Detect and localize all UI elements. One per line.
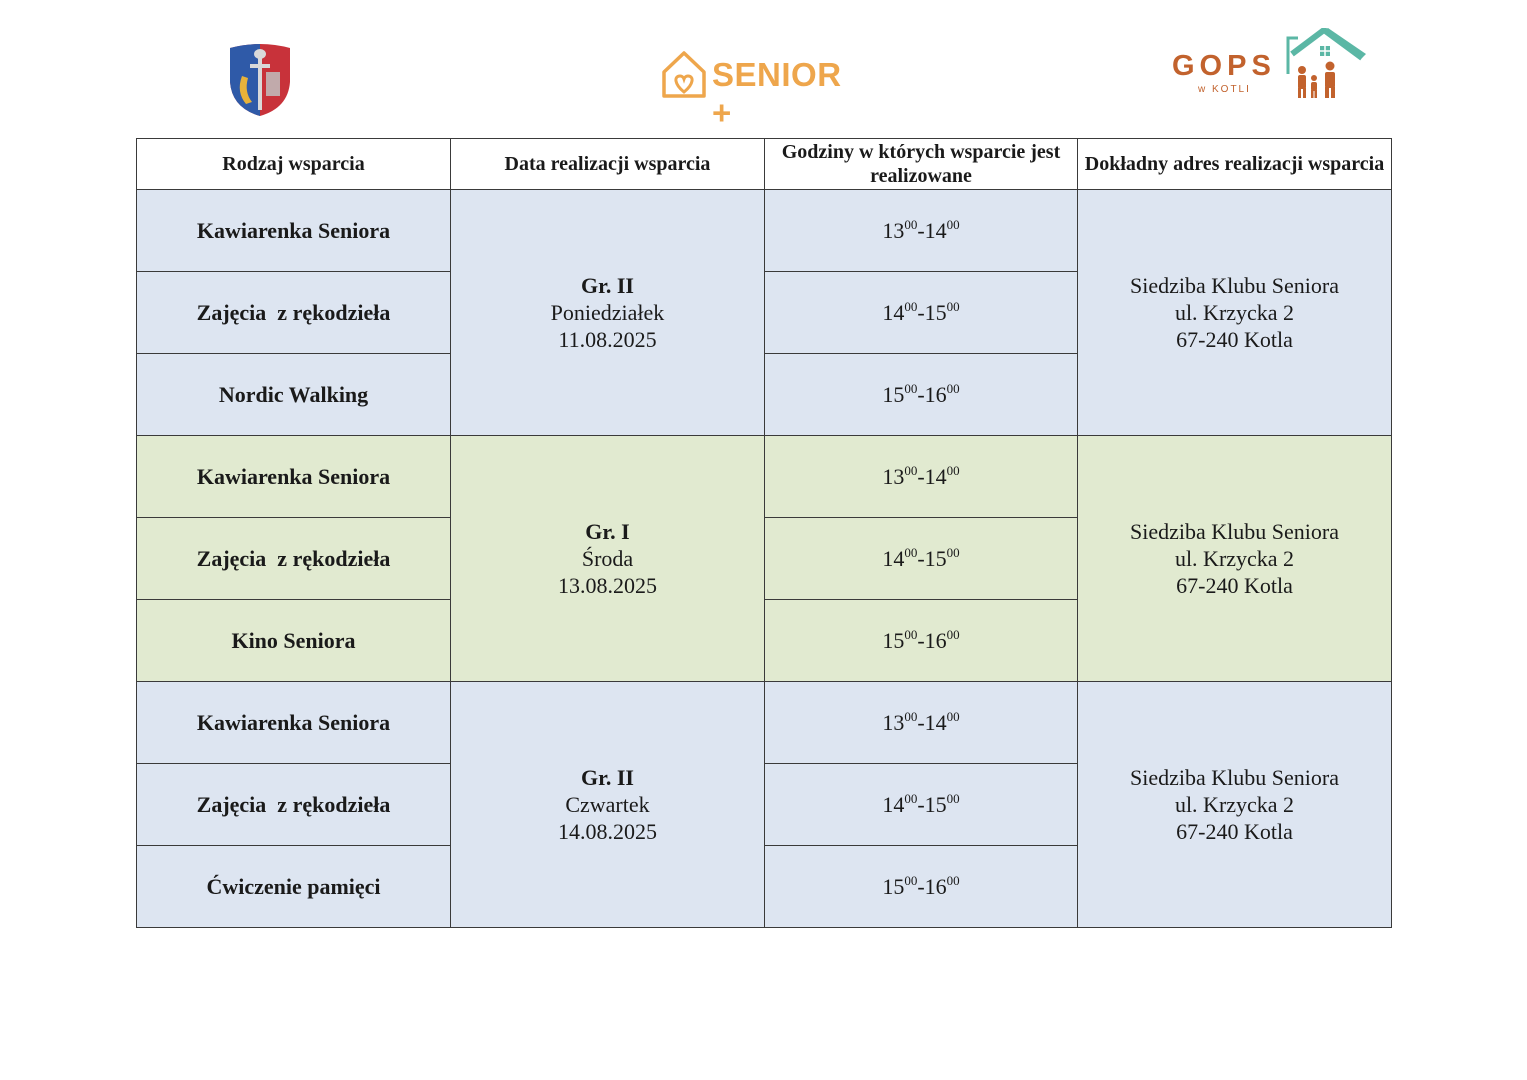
header-row — [137, 139, 1392, 190]
address-line: 67-240 Kotla — [1176, 327, 1293, 352]
activity-cell: Kawiarenka Seniora — [137, 436, 451, 518]
address-line: 67-240 Kotla — [1176, 819, 1293, 844]
activity-cell: Zajęcia z rękodzieła — [137, 764, 451, 846]
support-schedule-table — [136, 138, 1392, 928]
address-line: Siedziba Klubu Seniora — [1130, 765, 1339, 790]
header-address: Dokładny adres realizacji wsparcia — [1078, 139, 1392, 190]
date-label: 13.08.2025 — [558, 573, 657, 598]
address-line: ul. Krzycka 2 — [1174, 792, 1295, 817]
family-house-icon — [1274, 28, 1370, 104]
group-label: Gr. II — [581, 765, 634, 790]
date-cell — [451, 190, 765, 436]
kotla-coat-of-arms-logo — [228, 42, 292, 118]
crest-icon — [228, 42, 292, 118]
table-row — [137, 682, 1392, 764]
address-line: ul. Krzycka 2 — [1174, 546, 1295, 571]
address-line: Siedziba Klubu Seniora — [1130, 519, 1339, 544]
address-line: Siedziba Klubu Seniora — [1130, 273, 1339, 298]
hours-cell: $15^{00}-16^{00}$ — [765, 600, 1078, 682]
address-cell — [1078, 190, 1392, 436]
gops-subtitle: w KOTLI — [1198, 84, 1251, 95]
header-hours: Godziny w których wsparcie jest realizowane — [765, 139, 1078, 190]
address-line: 67-240 Kotla — [1176, 573, 1293, 598]
group-label: Gr. II — [581, 273, 634, 298]
hours-cell: $13^{00}-14^{00}$ — [765, 190, 1078, 272]
header-support-type: Rodzaj wsparcia — [137, 139, 451, 190]
date-label: 11.08.2025 — [558, 327, 657, 352]
weekday-label: Środa — [581, 546, 634, 571]
table-row — [137, 190, 1392, 272]
activity-cell: Kawiarenka Seniora — [137, 190, 451, 272]
date-label: 14.08.2025 — [558, 819, 657, 844]
hours-cell: $15^{00}-16^{00}$ — [765, 846, 1078, 928]
hours-cell: $14^{00}-15^{00}$ — [765, 272, 1078, 354]
table-row — [137, 436, 1392, 518]
activity-cell: Ćwiczenie pamięci — [137, 846, 451, 928]
activity-cell: Nordic Walking — [137, 354, 451, 436]
address-cell — [1078, 682, 1392, 928]
hours-cell: $14^{00}-15^{00}$ — [765, 764, 1078, 846]
date-cell — [451, 682, 765, 928]
weekday-label: Poniedziałek — [550, 300, 665, 325]
senior-plus-logo — [660, 48, 870, 131]
date-cell — [451, 436, 765, 682]
weekday-label: Czwartek — [565, 792, 650, 817]
gops-wordmark: GOPS — [1172, 50, 1276, 82]
header-date: Data realizacji wsparcia — [451, 139, 765, 190]
group-label: Gr. I — [585, 519, 630, 544]
hours-cell: $14^{00}-15^{00}$ — [765, 518, 1078, 600]
address-line: ul. Krzycka 2 — [1174, 300, 1295, 325]
activity-cell: Kino Seniora — [137, 600, 451, 682]
hours-cell: $15^{00}-16^{00}$ — [765, 354, 1078, 436]
activity-cell: Kawiarenka Seniora — [137, 682, 451, 764]
hours-cell: $13^{00}-14^{00}$ — [765, 436, 1078, 518]
address-cell — [1078, 436, 1392, 682]
activity-cell: Zajęcia z rękodzieła — [137, 272, 451, 354]
house-heart-icon — [660, 48, 710, 102]
activity-cell: Zajęcia z rękodzieła — [137, 518, 451, 600]
senior-plus-wordmark: SENIOR + — [712, 56, 842, 131]
gops-logo — [1170, 28, 1370, 104]
hours-cell: $13^{00}-14^{00}$ — [765, 682, 1078, 764]
